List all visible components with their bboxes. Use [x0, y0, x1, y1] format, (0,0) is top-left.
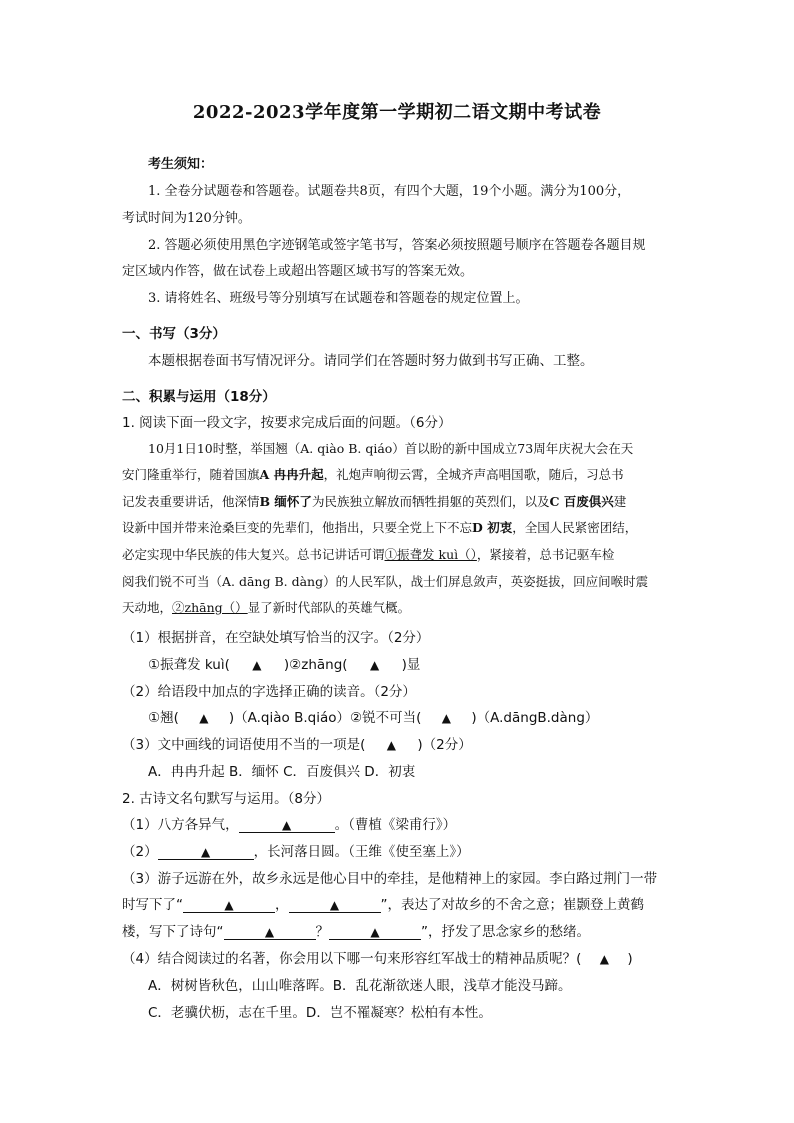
- q2-3-text: 楼，写下了诗句“: [122, 924, 224, 940]
- q2-1-line: [122, 813, 456, 833]
- q2-3-text: ？: [315, 924, 329, 940]
- notice-item-2-b: 定区域内作答，做在试卷上或超出答题区域书写的答案无效。: [122, 264, 474, 279]
- passage-text: 建: [613, 494, 627, 509]
- q2-3-line-c: [122, 920, 590, 940]
- passage-text: 安门隆重举行，随着国旗: [122, 467, 260, 482]
- passage-underline-1: ①振聋发 kuì（）: [384, 547, 477, 562]
- answer-triangle-icon[interactable]: ▲: [158, 845, 254, 860]
- answer-triangle-icon[interactable]: ▲: [289, 898, 381, 913]
- sub2-label-b: )（A.qiào B.qiáo）②锐不可当(: [228, 710, 422, 726]
- passage-line-5: [122, 545, 614, 563]
- sub1-answer-line: [148, 653, 420, 673]
- sub2-answer-line: [148, 706, 598, 726]
- answer-triangle-icon[interactable]: ▲: [239, 818, 335, 833]
- answer-triangle-icon[interactable]: ▲: [183, 898, 275, 913]
- sub3-options: A．冉冉升起 B．缅怀 C．百废俱兴 D．初衷: [148, 764, 416, 780]
- sub1-stem: （1）根据拼音，在空缺处填写恰当的汉字。（2分）: [122, 630, 430, 646]
- q2-4-option-line-2: C．老骥伏枥，志在千里。D．岂不罹凝寒？松柏有本性。: [148, 1005, 492, 1021]
- passage-text: 设新中国并带来沧桑巨变的先辈们，他指出，只要全党上下不忘: [122, 520, 473, 535]
- q2-3-text: 时写下了“: [122, 897, 183, 913]
- answer-triangle-icon[interactable]: ▲: [199, 711, 209, 725]
- passage-underline-2: ②zhāng（）: [172, 600, 248, 615]
- passage-marked-a: A 冉冉升起: [259, 467, 324, 482]
- passage-text: 天动地，: [122, 600, 173, 615]
- section1-heading: 一、书写（3分）: [122, 326, 226, 342]
- answer-triangle-icon[interactable]: ▲: [599, 952, 609, 966]
- passage-line-6: 阅我们锐不可当（A. dāng B. dàng）的人民军队，战士们屏息敛声，英姿挺拔，回应间喉时震: [122, 574, 649, 589]
- passage-text: 记发表重要讲话，他深情: [122, 494, 260, 509]
- passage-text: 必定实现中华民族的伟大复兴。总书记讲话可谓: [122, 547, 385, 562]
- q2-3-line-a: （3）游子远游在外，故乡永远是他心目中的牵挂，是他精神上的家园。李白路过荆门一带: [122, 871, 658, 887]
- q2-4-text: ): [627, 951, 633, 967]
- section1-text: 本题根据卷面书写情况评分。请同学们在答题时努力做到书写正确、工整。: [148, 353, 594, 369]
- sub1-label-a: ①振聋发 kuì(: [148, 657, 230, 673]
- passage-marked-c: C 百废俱兴: [549, 494, 614, 509]
- notice-item-3: 3. 请将姓名、班级号等分别填写在试题卷和答题卷的规定位置上。: [148, 291, 529, 306]
- sub3-label-a: （3）文中画线的词语使用不当的一项是(: [122, 737, 366, 753]
- q2-3-line-b: [122, 893, 644, 913]
- sub1-label-c: )显: [401, 657, 421, 673]
- passage-line-7: [122, 598, 410, 616]
- q2-4-text: （4）结合阅读过的名著，你会用以下哪一句来形容红军战士的精神品质呢？(: [122, 951, 582, 967]
- q2-2-line: [122, 840, 470, 860]
- notice-item-2-a: 2. 答题必须使用黑色字迹钢笔或签字笔书写，答案必须按照题号顺序在答题卷各题目规: [148, 238, 646, 253]
- passage-marked-d: D 初衷: [472, 520, 513, 535]
- sub2-stem: （2）给语段中加点的字选择正确的读音。（2分）: [122, 684, 416, 700]
- passage-line-1: 10月1日10时整，举国翘（A. qiào B. qiáo）首以盼的新中国成立73周年庆祝大会在天: [148, 441, 634, 456]
- answer-triangle-icon[interactable]: ▲: [441, 711, 451, 725]
- sub2-label-c: )（A.dāngB.dàng）: [471, 710, 599, 726]
- q2-stem: 2. 古诗文名句默写与运用。（8分）: [122, 791, 331, 807]
- passage-line-4: [122, 518, 637, 536]
- answer-triangle-icon[interactable]: ▲: [369, 658, 380, 672]
- sub1-label-b: )②zhāng(: [283, 657, 348, 673]
- notice-heading: 考生须知：: [148, 157, 214, 172]
- passage-text: 显了新时代部队的英雄气概。: [247, 600, 411, 615]
- sub2-label-a: ①翘(: [148, 710, 179, 726]
- passage-text: ，紧接着，总书记驱车检: [476, 547, 615, 562]
- q1-stem: 1. 阅读下面一段文字，按要求完成后面的问题。（6分）: [122, 415, 452, 431]
- exam-title: 2022-2023学年度第一学期初二语文期中考试卷: [192, 102, 602, 123]
- answer-triangle-icon[interactable]: ▲: [386, 738, 396, 752]
- q2-1-text: （1）八方各异气，: [122, 817, 239, 833]
- q2-4-option-line-1: A．树树皆秋色，山山唯落晖。B．乱花渐欲迷人眼，浅草才能没马蹄。: [148, 978, 572, 994]
- sub3-label-b: )（2分）: [417, 737, 472, 753]
- q2-3-text: ”，抒发了思念家乡的愁绪。: [421, 924, 590, 940]
- passage-marked-b: B 缅怀了: [259, 494, 312, 509]
- answer-triangle-icon[interactable]: ▲: [224, 925, 316, 940]
- sub3-stem: [122, 733, 472, 753]
- notice-item-1-a: 1. 全卷分试题卷和答题卷。试题卷共8页，有四个大题，19个小题。满分为100分，: [148, 184, 631, 199]
- notice-item-1-b: 考试时间为120分钟。: [122, 211, 251, 226]
- q2-2-text: （2）: [122, 844, 158, 860]
- answer-triangle-icon[interactable]: ▲: [329, 925, 421, 940]
- section2-heading: 二、积累与运用（18分）: [122, 389, 276, 405]
- q2-3-text: ”，表达了对故乡的不舍之意；崔颢登上黄鹤: [380, 897, 644, 913]
- q2-4-line: [122, 947, 633, 967]
- passage-text: ，礼炮声响彻云霄，全城齐声高唱国歌，随后，习总书: [323, 467, 624, 482]
- passage-text: ，全国人民紧密团结，: [512, 520, 638, 535]
- q2-3-text: ，: [275, 897, 289, 913]
- passage-line-2: [122, 465, 624, 483]
- answer-triangle-icon[interactable]: ▲: [252, 658, 262, 672]
- q2-1-source: 。（曹植《梁甫行》）: [334, 817, 457, 833]
- passage-line-3: [122, 492, 626, 510]
- q2-2-source: ，长河落日圆。（王维《使至塞上》）: [253, 844, 470, 860]
- passage-text: 为民族独立解放而牺牲捐躯的英烈们，以及: [311, 494, 550, 509]
